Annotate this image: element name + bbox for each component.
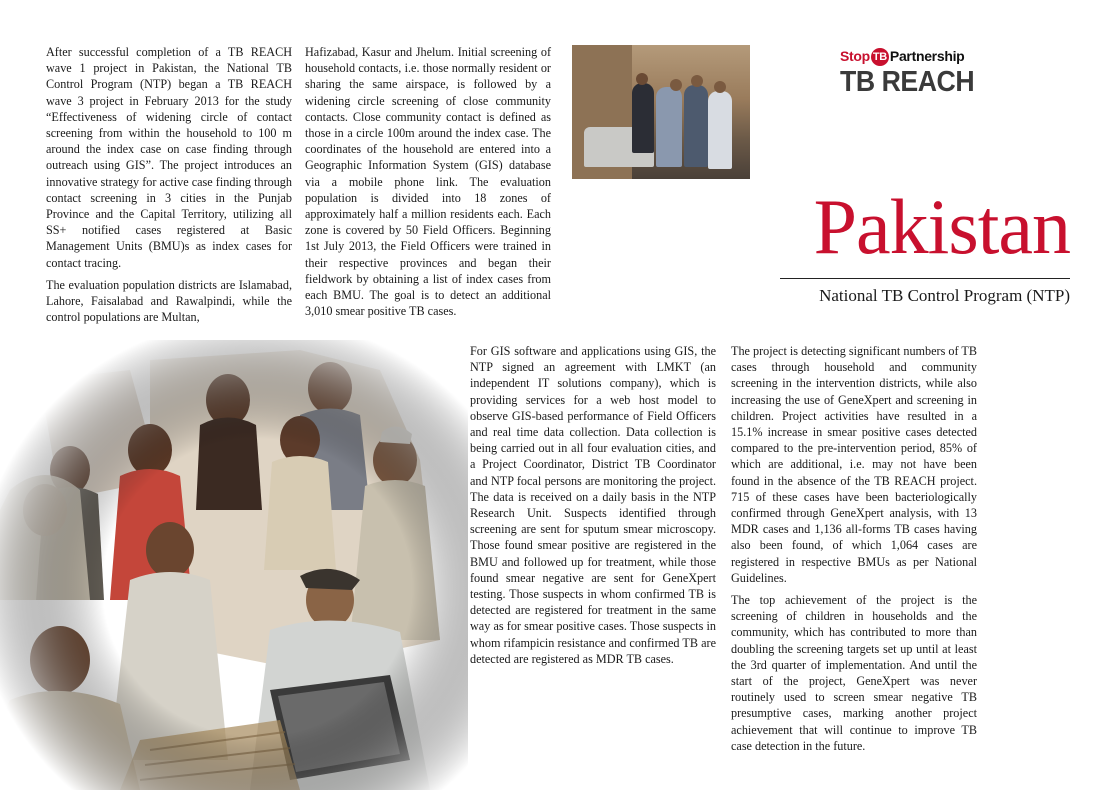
paragraph: The evaluation population districts are Islamabad, Lahore, Faisalabad and Rawalpindi, while the control populations are Multan,	[46, 277, 292, 325]
paragraph: For GIS software and applications using GIS, the NTP signed an agreement with LMKT (an independent IT solutions company), which is providing services for a web host model to observe GIS-based performance of Field Officers and real time data collection. Data collection is being carried out in all four evaluation cities, and a Project Coordinator, District TB Coordinator and NTP focal persons are monitoring the project. The data is received on a daily basis in the NTP Research Unit. Suspects identified through screening are sent for sputum smear microscopy. Those found smear positive are registered in the BMU and followed up for treatment, while those found smear negative are sent for GeneXpert testing. Those suspects in whom confirmed TB is detected are registered for treatment in the same way as for smear positive cases. Those suspects in whom rifampicin resistance and confirmed TB are detected are registered as MDR TB cases.	[470, 344, 716, 666]
article-column-1	[46, 44, 292, 331]
article-column-2	[305, 44, 551, 325]
field-officers-photo	[572, 45, 750, 179]
paragraph: The project is detecting significant numbers of TB cases through household and community screening in the intervention districts, while also increasing the use of GeneXpert and screening in children. Project activities have resulted in a 15.1% increase in smear positive cases detected compared to the pre-intervention period, 85% of which are additional, i.e. may not have been found in the absence of the TB REACH project. 715 of these cases have been bacteriologically confirmed through GeneXpert analysis, with 13 MDR cases and 1,136 all-forms TB cases having also been found, of which 1,064 cases are registered in respective BMUs as per National Guidelines.	[731, 344, 977, 585]
divider	[780, 278, 1070, 279]
paragraph: The top achievement of the project is the screening of children in households and the community, which has contributed to more than doubling the screening targets set up until at least the 3rd quarter of implementation. And until the start of the project, GeneXpert was never routinely used to screen smear negative TB presumptive cases, marking another project achievement that will continue to improve TB case detection in the future.	[731, 593, 977, 753]
community-screening-illustration	[0, 340, 468, 790]
paragraph: After successful completion of a TB REACH wave 1 project in Pakistan, the National TB Control Program (NTP) began a TB REACH wave 3 project in February 2013 for the study “Effectiveness of widening circle of contact screening from within the household to 100 m around the index case on case finding through outreach using GIS”. The project introduces an innovative strategy for active case finding through contact screening in 3 cities in the Punjab Province and the Capital Territory, utilizing all SS+ notified cases registered at Basic Management Units (BMU)s as index cases for contact tracing.	[46, 45, 292, 270]
article-column-4	[731, 343, 977, 760]
logo-title: TB REACH	[840, 66, 975, 98]
logo-wordmark: Stop TB Partnership	[840, 48, 965, 64]
paragraph: Hafizabad, Kasur and Jhelum. Initial screening of household contacts, i.e. those normally resident or sharing the same airspace, is followed by a widening circle screening of close community contacts. Close community contact is defined as those in a circle 100m around the index case. The coordinates of the household are entered into a Geographic Information System (GIS) database via a mobile phone link. The evaluation population is divided into 18 zones of approximately half a million residents each. Each zone is covered by 50 Field Officers. Beginning 1st July 2013, the Field Officers were trained in their respective provinces and began their fieldwork by obtaining a list of index cases from each BMU. The goal is to detect an additional 3,010 smear positive TB cases.	[305, 45, 551, 319]
page-title: Pakistan	[813, 183, 1070, 270]
page-subtitle: National TB Control Program (NTP)	[819, 286, 1070, 305]
article-column-3	[470, 343, 716, 673]
stop-tb-tb-reach-logo	[840, 48, 980, 97]
